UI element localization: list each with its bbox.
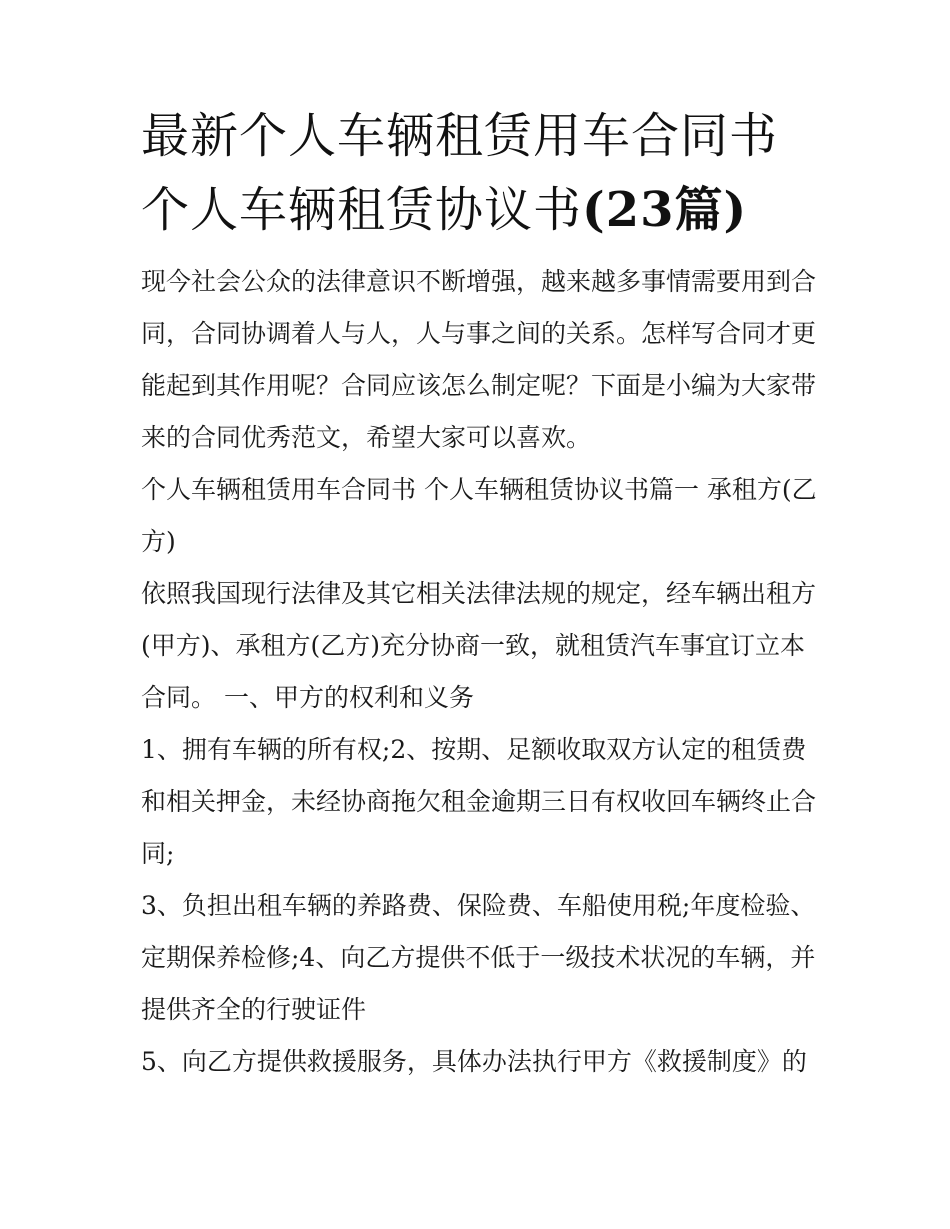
- paragraph-clause-5: [141, 1036, 813, 1088]
- paragraph-line: (甲方)、承租方(乙方)充分协商一致，就租赁汽车事宜订立本: [141, 631, 806, 660]
- paragraph-line: 现今社会公众的法律意识不断增强，越来越多事情需要用到合: [141, 267, 817, 296]
- paragraph-line: 提供齐全的行驶证件: [141, 995, 367, 1024]
- paragraph-clause-1-2: [141, 724, 817, 880]
- paragraph-line: 来的合同优秀范文，希望大家可以喜欢。: [141, 423, 592, 452]
- paragraph-line: 合同。 一、甲方的权利和义务: [141, 683, 474, 712]
- paragraph-line: 和相关押金，未经协商拖欠租金逾期三日有权收回车辆终止合: [141, 787, 817, 816]
- paragraph-line: 5、向乙方提供救援服务，具体办法执行甲方《救援制度》的: [141, 1047, 807, 1076]
- paragraph-line: 1、拥有车辆的所有权;2、按期、足额收取双方认定的租赁费: [141, 735, 807, 764]
- paragraph-line: 同，合同协调着人与人，人与事之间的关系。怎样写合同才更: [141, 319, 817, 348]
- document-content: [141, 108, 817, 1088]
- paragraph-preamble: [141, 568, 817, 724]
- paragraph-line: 个人车辆租赁用车合同书 个人车辆租赁协议书篇一 承租方(乙: [141, 475, 817, 504]
- paragraph-intro: [141, 256, 817, 464]
- paragraph-line: 能起到其作用呢？合同应该怎么制定呢？下面是小编为大家带: [141, 371, 817, 400]
- document-body: [141, 256, 817, 1088]
- paragraph-line: 3、负担出租车辆的养路费、保险费、车船使用税;年度检验、: [141, 891, 816, 920]
- paragraph-line: 定期保养检修;4、向乙方提供不低于一级技术状况的车辆，并: [141, 943, 816, 972]
- document-title-line-1: [141, 108, 813, 164]
- paragraph-clause-3-4: [141, 880, 816, 1036]
- document-title-text: 最新个人车辆租赁用车合同书: [141, 108, 779, 164]
- document-title-line-2: [141, 182, 813, 238]
- document-title-text: 个人车辆租赁协议书: [141, 182, 583, 238]
- paragraph-section-heading: [141, 464, 817, 568]
- paragraph-line: 方): [141, 527, 176, 556]
- paragraph-line: 依照我国现行法律及其它相关法律法规的规定，经车辆出租方: [141, 579, 817, 608]
- paragraph-line: 同;: [141, 839, 175, 868]
- document-title-count: (23篇): [582, 182, 748, 238]
